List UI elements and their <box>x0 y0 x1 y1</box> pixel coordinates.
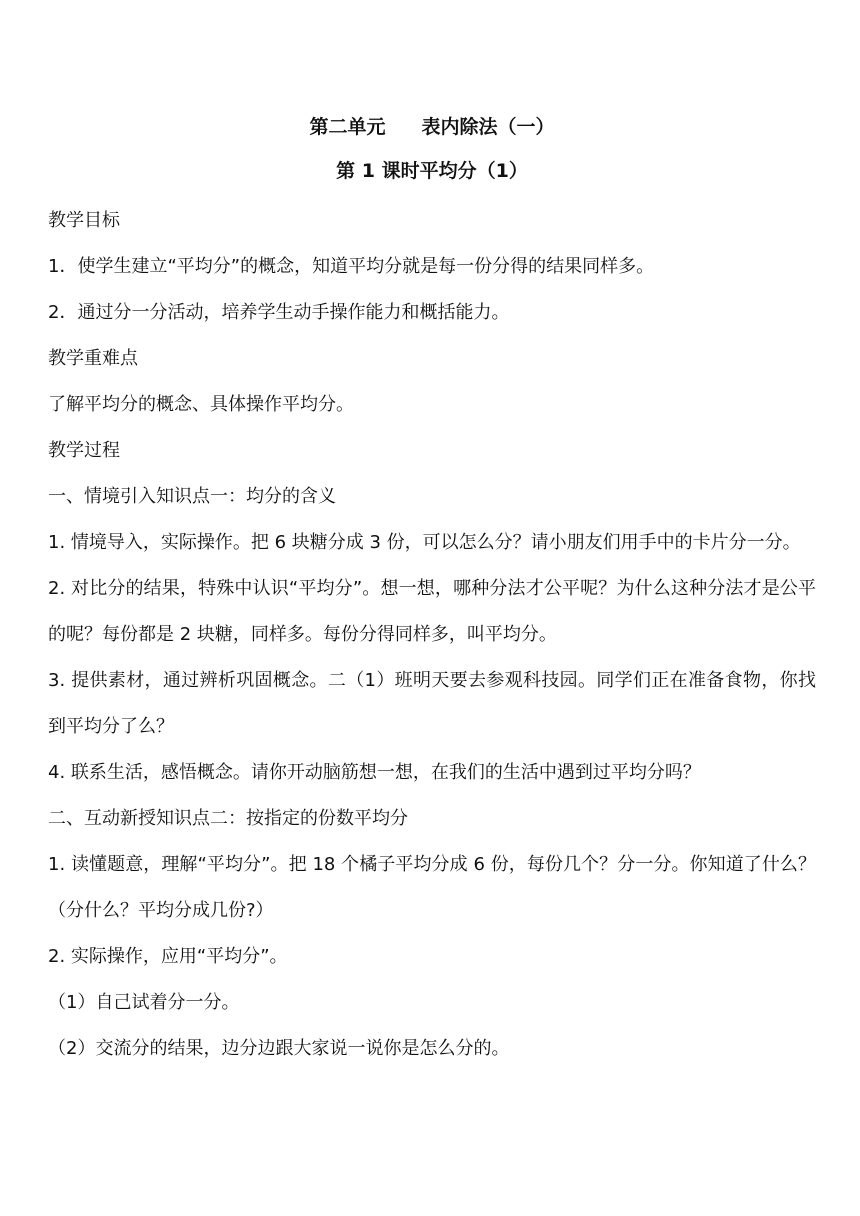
objective-2: 2．通过分一分活动，培养学生动手操作能力和概括能力。 <box>48 302 510 323</box>
document-page <box>48 112 816 1072</box>
process-part-2-heading: 二、互动新授知识点二：按指定的份数平均分 <box>48 808 408 829</box>
process-substep-1: （1）自己试着分一分。 <box>48 992 240 1013</box>
unit-title <box>48 112 816 142</box>
unit-title-part1: 第二单元 <box>309 116 386 138</box>
section-heading-objectives: 教学目标 <box>48 210 120 231</box>
section-heading-key-points: 教学重难点 <box>48 348 138 369</box>
process-step-2-2: 2. 实际操作，应用“平均分”。 <box>48 946 288 967</box>
section-heading-process: 教学过程 <box>48 440 120 461</box>
process-part-1-heading: 一、情境引入知识点一：均分的含义 <box>48 486 336 507</box>
process-step-1-2: 2. 对比分的结果，特殊中认识“平均分”。想一想，哪种分法才公平呢？为什么这种分法才是公平的呢？每份都是 2 块糖，同样多。每份分得同样多，叫平均分。 <box>48 578 816 645</box>
process-step-1-1: 1. 情境导入，实际操作。把 6 块糖分成 3 份，可以怎么分？请小朋友们用手中的卡片分一分。 <box>48 532 801 553</box>
key-points-text: 了解平均分的概念、具体操作平均分。 <box>48 394 354 415</box>
process-step-2-1: 1. 读懂题意，理解“平均分”。把 18 个橘子平均分成 6 份，每份几个？分一分。你知道了什么？（分什么？平均分成几份?） <box>48 854 816 921</box>
process-substep-2: （2）交流分的结果，边分边跟大家说一说你是怎么分的。 <box>48 1038 510 1059</box>
process-step-1-4: 4. 联系生活，感悟概念。请你开动脑筋想一想，在我们的生活中遇到过平均分吗？ <box>48 762 701 783</box>
unit-title-part2: 表内除法（一） <box>421 116 555 138</box>
process-step-1-3: 3. 提供素材，通过辨析巩固概念。二（1）班明天要去参观科技园。同学们正在准备食物，你找到平均分了么？ <box>48 670 816 737</box>
lesson-title: 第 1 课时平均分（1） <box>336 160 528 182</box>
objective-1: 1．使学生建立“平均分”的概念，知道平均分就是每一份分得的结果同样多。 <box>48 256 655 277</box>
